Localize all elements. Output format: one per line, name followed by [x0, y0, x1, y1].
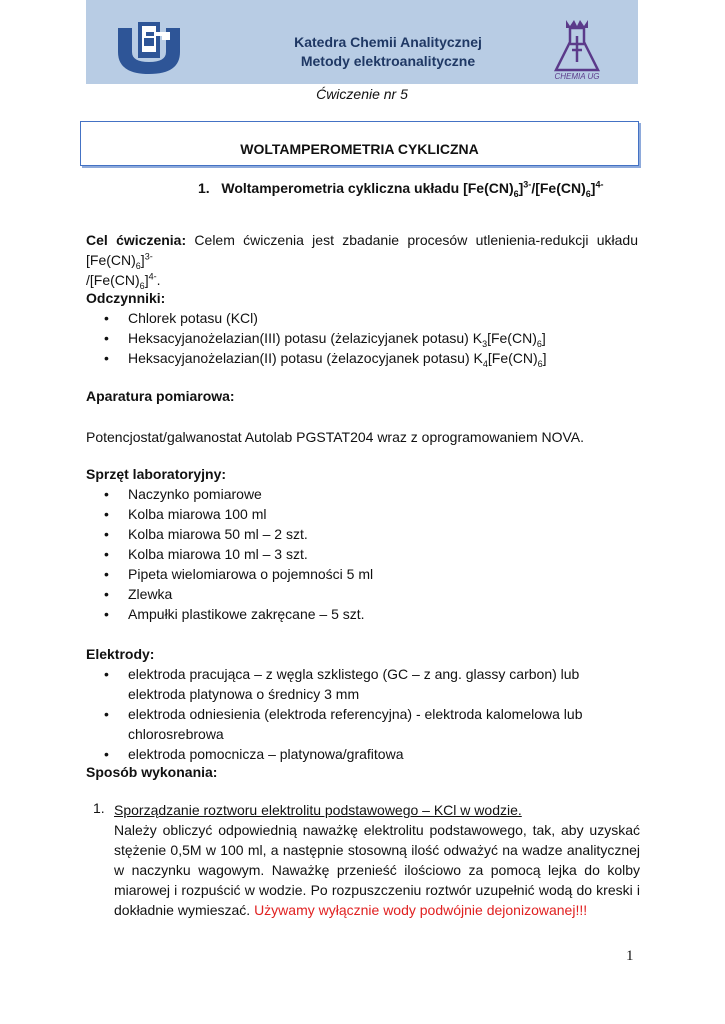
department-name: Katedra Chemii Analitycznej	[294, 34, 482, 50]
exercise-number: Ćwiczenie nr 5	[316, 86, 408, 102]
reagents-heading: Odczynniki:	[86, 290, 166, 306]
procedure-heading: Sposób wykonania:	[86, 764, 218, 780]
goal-paragraph: Cel ćwiczenia: Celem ćwiczenia jest zbadanie procesów utlenienia-redukcji układu $[Fe(CN)_6]^{3-}$ $/[Fe(CN)_6]^{4-}$.	[86, 232, 639, 291]
reagents-list	[100, 308, 640, 368]
list-item: • elektroda pomocnicza – platynowa/grafitowa	[100, 744, 640, 764]
department-title	[238, 33, 538, 71]
chemistry-faculty-logo-icon	[546, 18, 608, 80]
equipment-list	[100, 484, 640, 624]
list-item: • Pipeta wielomiarowa o pojemności 5 ml	[100, 564, 640, 584]
step-warning: Używamy wyłącznie wody podwójnie dejonizowanej!!!	[254, 902, 588, 918]
list-item: • Heksacyjanożelazian(III) potasu (żelazicyjanek potasu) $K_3[Fe(CN)_6]$	[100, 328, 640, 348]
list-item: • Kolba miarowa 100 ml	[100, 504, 640, 524]
main-title: WOLTAMPEROMETRIA CYKLICZNA	[240, 141, 479, 157]
apparatus-heading: Aparatura pomiarowa:	[86, 388, 235, 404]
step-body	[114, 800, 640, 920]
list-item: • Kolba miarowa 10 ml – 3 szt.	[100, 544, 640, 564]
list-item: • Chlorek potasu (KCl)	[100, 308, 640, 328]
electrodes-heading: Elektrody:	[86, 646, 155, 662]
section-number: 1.	[198, 180, 210, 196]
course-name: Metody elektroanalityczne	[300, 53, 476, 69]
university-logo-icon	[116, 22, 182, 76]
list-item: • elektroda odniesienia (elektroda referencyjna) - elektroda kalomelowa lub chlorosrebrowa	[100, 704, 640, 744]
chemia-ug-logo-text: CHEMIA UG	[554, 72, 600, 80]
list-item: • Kolba miarowa 50 ml – 2 szt.	[100, 524, 640, 544]
list-item: • Zlewka	[100, 584, 640, 604]
step-number: 1.	[93, 800, 105, 816]
main-title-box	[80, 121, 639, 166]
header-banner	[86, 0, 638, 84]
goal-label: Cel ćwiczenia:	[86, 232, 187, 248]
apparatus-text: Potencjostat/galwanostat Autolab PGSTAT204 wraz z oprogramowaniem NOVA.	[86, 429, 585, 445]
section-heading: 1. Woltamperometria cykliczna układu $[Fe(CN)_6]^{3-}/[Fe(CN)_6]^{4-}$	[198, 179, 604, 199]
step-text: Należy obliczyć odpowiednią naważkę elektrolitu podstawowego, tak, aby uzyskać stężenie 0,5M w 100 ml, a następnie stosowną ilość odważyć na wadze analitycznej w naczynku wagowym. Naważkę przenieść ilościowo za pomocą lejka do kolby miarowej i rozpuścić w wodzie. Po rozpuszczeniu roztwór uzupełnić wodą do kreski i dokładnie wymieszać.	[114, 822, 640, 918]
electrodes-list	[100, 664, 640, 764]
list-item: • Ampułki plastikowe zakręcane – 5 szt.	[100, 604, 640, 624]
list-item: • Heksacyjanożelazian(II) potasu (żelazocyjanek potasu) $K_4[Fe(CN)_6]$	[100, 348, 640, 368]
page-number: 1	[626, 948, 634, 964]
step-title: Sporządzanie roztworu elektrolitu podstawowego – KCl w wodzie.	[114, 802, 522, 818]
list-item: • elektroda pracująca – z węgla szklistego (GC – z ang. glassy carbon) lub elektroda platynowa o średnicy 3 mm	[100, 664, 640, 704]
list-item: • Naczynko pomiarowe	[100, 484, 640, 504]
equipment-heading: Sprzęt laboratoryjny:	[86, 466, 227, 482]
